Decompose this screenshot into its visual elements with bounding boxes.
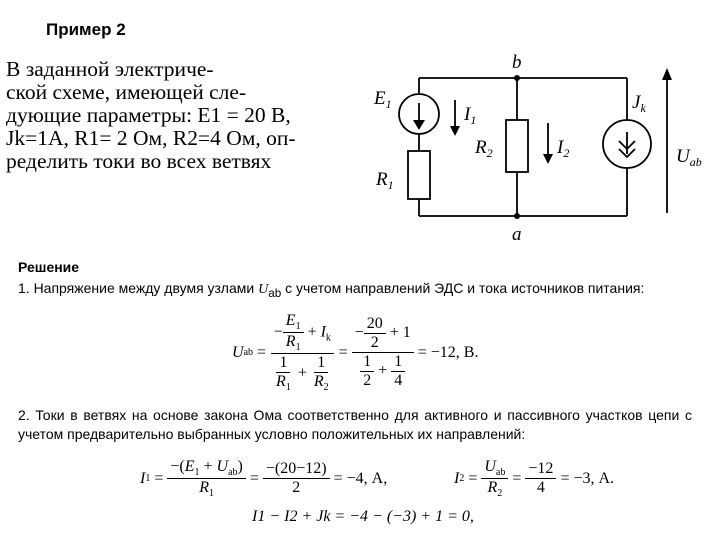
label-uab: $U_{ab}$ [676,146,702,169]
i2-formula: I 2 = $\frac{U_{ab}}{R_2}$ = $\frac{-12}{4}$ = −3, А. [454,458,615,500]
problem-line: дующие параметры: E1 = 20 В, [6,103,291,127]
example-title: Пример 2 [46,20,126,39]
problem-line: ределить токи во всех ветвях [6,149,272,173]
i1-formula: I 1 = $\frac{-(E_1 + U_{ab})}{R_1}$ = $\frac{-(20-12)}{2}$ = −4, А, [140,458,388,500]
label-r1: $R_1$ [376,169,394,192]
problem-statement [6,58,356,173]
label-jk: $J_k$ [632,92,646,115]
label-e1: $E_1$ [374,88,392,111]
circuit-diagram [362,48,717,248]
solution-heading: Решение [18,259,80,275]
problem-line: Jk=1A, R1= 2 Ом, R2=4 Ом, оп- [6,126,296,150]
uab-result: = −12, В. [417,343,479,361]
step-2-text: 2. Токи в ветвях на основе закона Ома соответственно для активного и пассивного участков цепи с учетом предварительно выбранных условно положительных их направлений: [18,407,692,442]
label-r2: $R_2$ [475,137,493,160]
label-i1: $I_1$ [464,104,477,127]
i2-result: = −3, А. [560,469,615,487]
resistor-r2 [506,120,528,172]
i1-result: = −4, А, [333,469,388,487]
node-label-a: a [512,224,522,245]
node-b [514,75,520,81]
kcl-check: I1 − I2 + Jk = −4 − (−3) + 1 = 0, [252,508,474,525]
e1-value: E1 = 20 В, [197,103,291,127]
step-1-text: 1. Напряжение между двумя узлами $U_{ab}$ с учетом направлений ЭДС и тока источников питания: [18,280,645,300]
uab-formula: U ab = − $\frac{E_1}{R_1}$ + $I_k$ $\frac{1}{R_1}$ + $\frac{1}{R_2}$ = − $\frac{20}{2}$ + 1 $\frac{1}{2}$ + $\frac{1}{4}$ = −12, В. [232,312,479,394]
label-i2: $I_2$ [557,137,570,160]
problem-line: В заданной электриче- [6,57,214,81]
problem-line: ской схеме, имеющей сле- [6,80,247,104]
resistor-r1 [408,151,430,199]
node-a [514,213,520,219]
node-label-b: b [512,52,522,73]
